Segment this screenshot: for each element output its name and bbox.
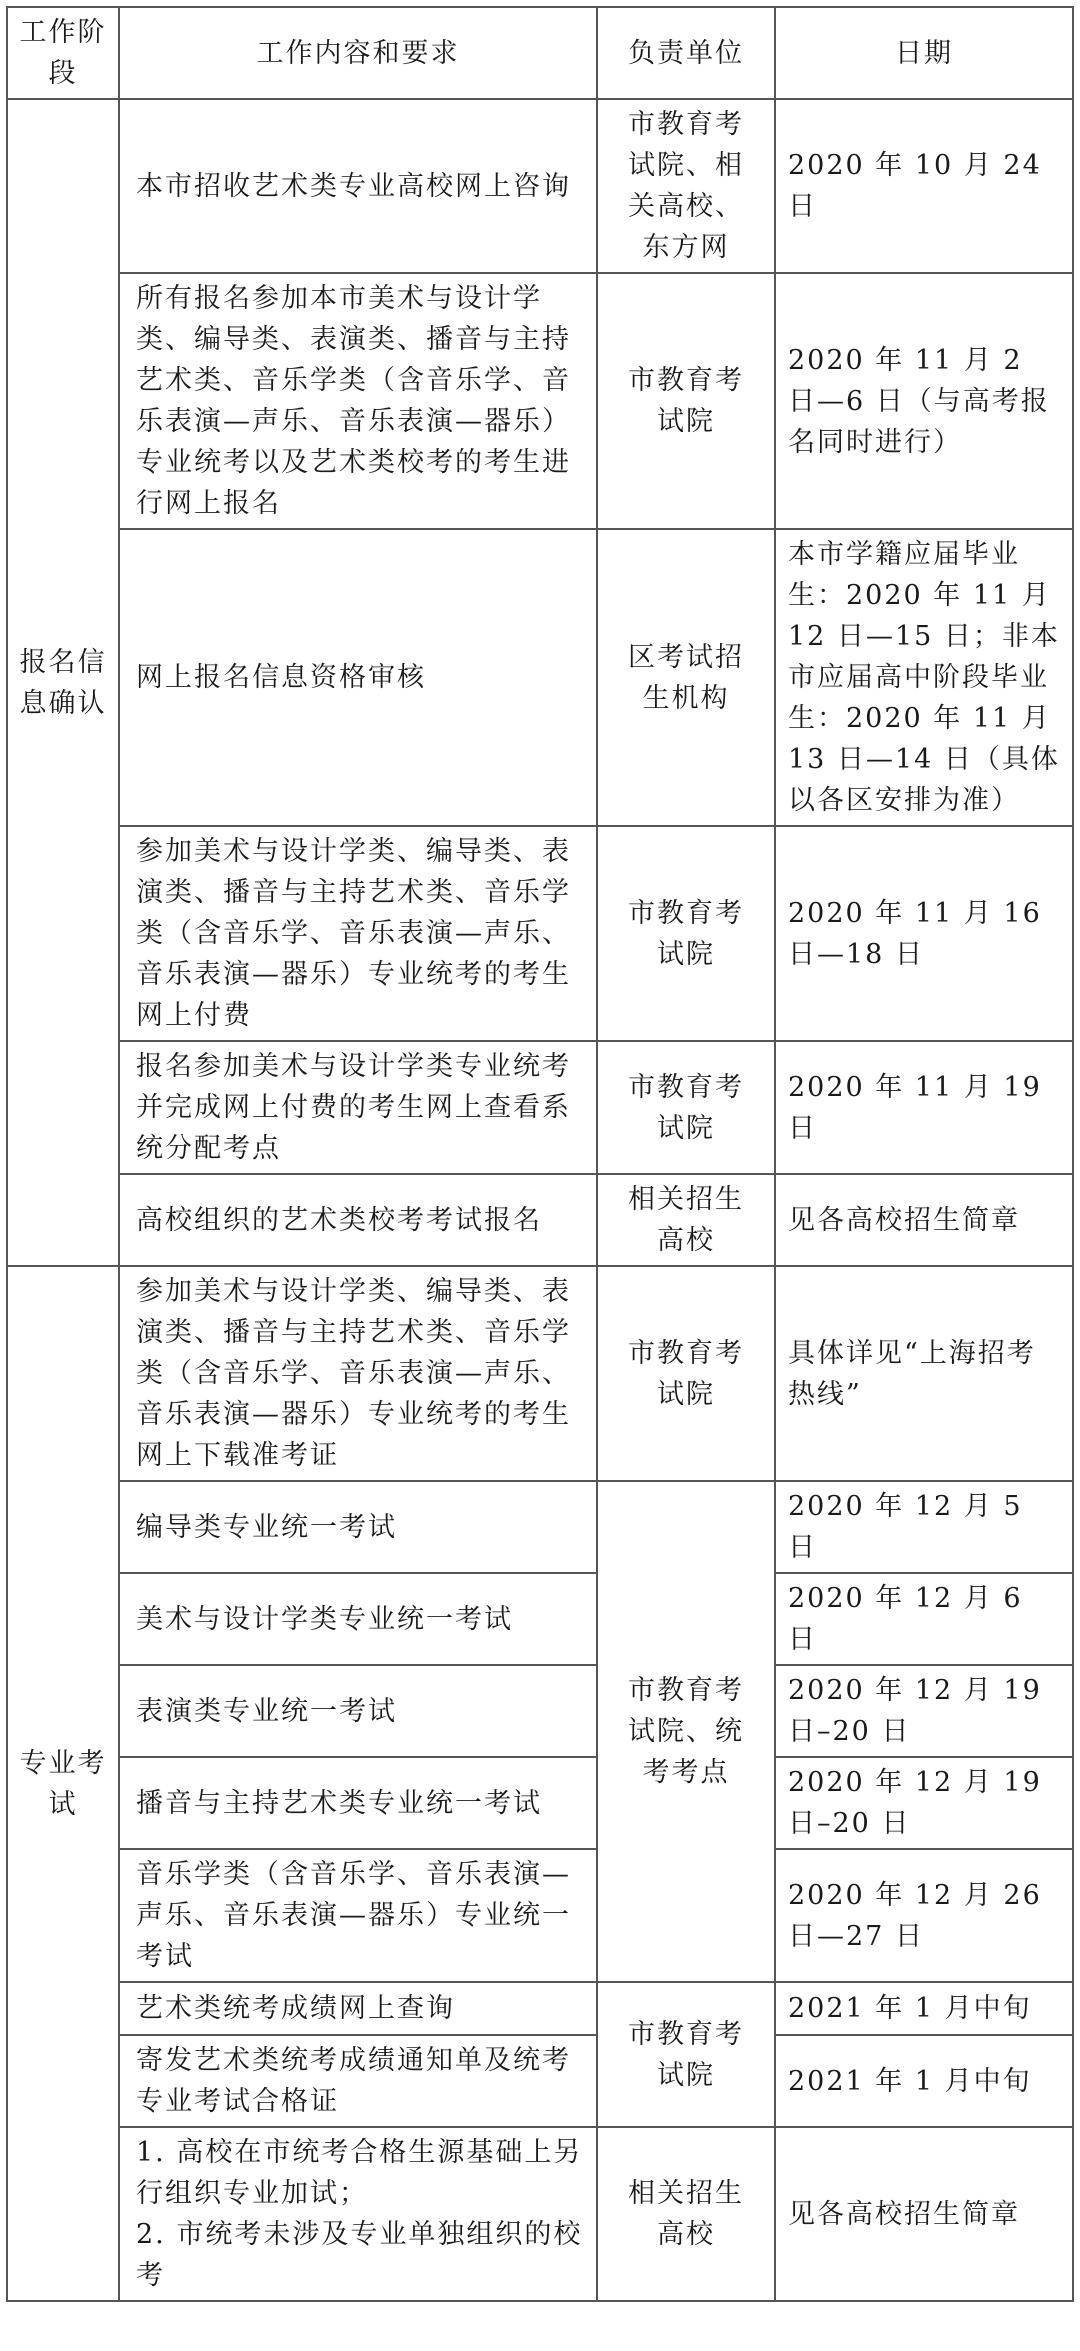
table-header-row — [7, 7, 1073, 99]
table-row — [7, 1266, 1073, 1481]
date-cell: 2020 年 11 月 2 日—6 日（与高考报名同时进行） — [775, 273, 1073, 529]
date-cell: 2020 年 12 月 5 日 — [775, 1481, 1073, 1573]
table-row — [7, 1041, 1073, 1174]
unit-cell: 相关招生高校 — [597, 2127, 775, 2301]
unit-cell: 市教育考试院 — [597, 273, 775, 529]
header-content: 工作内容和要求 — [119, 7, 597, 99]
date-cell: 2020 年 11 月 19 日 — [775, 1041, 1073, 1174]
unit-cell: 市教育考试院 — [597, 826, 775, 1041]
content-cell: 网上报名信息资格审核 — [119, 529, 597, 826]
unit-cell: 区考试招生机构 — [597, 529, 775, 826]
table-row — [7, 273, 1073, 529]
table-row — [7, 1757, 1073, 1849]
date-cell: 2020 年 12 月 19 日–20 日 — [775, 1757, 1073, 1849]
date-cell: 见各高校招生简章 — [775, 2127, 1073, 2301]
date-cell: 2020 年 12 月 6 日 — [775, 1573, 1073, 1665]
content-cell: 参加美术与设计学类、编导类、表演类、播音与主持艺术类、音乐学类（含音乐学、音乐表演—声乐、音乐表演—器乐）专业统考的考生网上下载准考证 — [119, 1266, 597, 1481]
table-row — [7, 1982, 1073, 2035]
content-cell: 1. 高校在市统考合格生源基础上另行组织专业加试； 2. 市统考未涉及专业单独组织的校考 — [119, 2127, 597, 2301]
content-cell: 本市招收艺术类专业高校网上咨询 — [119, 99, 597, 273]
date-cell: 2021 年 1 月中旬 — [775, 2035, 1073, 2127]
content-cell: 美术与设计学类专业统一考试 — [119, 1573, 597, 1665]
header-stage: 工作阶段 — [7, 7, 119, 99]
table-row — [7, 99, 1073, 273]
date-cell: 本市学籍应届毕业生：2020 年 11 月 12 日—15 日；非本市应届高中阶段毕业生：2020 年 11 月 13 日—14 日（具体以各区安排为准） — [775, 529, 1073, 826]
table-row — [7, 2035, 1073, 2127]
date-cell: 2020 年 11 月 16 日—18 日 — [775, 826, 1073, 1041]
table-row — [7, 529, 1073, 826]
content-cell: 表演类专业统一考试 — [119, 1665, 597, 1757]
unit-cell: 市教育考试院、统考考点 — [597, 1481, 775, 1982]
unit-cell: 相关招生高校 — [597, 1174, 775, 1266]
content-cell: 所有报名参加本市美术与设计学类、编导类、表演类、播音与主持艺术类、音乐学类（含音乐学、音乐表演—声乐、音乐表演—器乐）专业统考以及艺术类校考的考生进行网上报名 — [119, 273, 597, 529]
schedule-table — [6, 6, 1074, 2302]
table-row — [7, 2127, 1073, 2301]
table-row — [7, 1481, 1073, 1573]
date-cell: 2020 年 10 月 24 日 — [775, 99, 1073, 273]
date-cell: 2020 年 12 月 19 日–20 日 — [775, 1665, 1073, 1757]
content-cell: 编导类专业统一考试 — [119, 1481, 597, 1573]
unit-cell: 市教育考试院 — [597, 1982, 775, 2127]
table-row — [7, 1665, 1073, 1757]
unit-cell: 市教育考试院 — [597, 1041, 775, 1174]
date-cell: 2020 年 12 月 26 日—27 日 — [775, 1849, 1073, 1982]
unit-cell: 市教育考试院、相关高校、东方网 — [597, 99, 775, 273]
stage-cell-exam: 专业考试 — [7, 1266, 119, 2301]
table-row — [7, 1174, 1073, 1266]
date-cell: 具体详见“上海招考热线” — [775, 1266, 1073, 1481]
table-row — [7, 826, 1073, 1041]
stage-cell-registration: 报名信息确认 — [7, 99, 119, 1266]
content-cell: 寄发艺术类统考成绩通知单及统考专业考试合格证 — [119, 2035, 597, 2127]
date-cell: 见各高校招生简章 — [775, 1174, 1073, 1266]
content-cell: 参加美术与设计学类、编导类、表演类、播音与主持艺术类、音乐学类（含音乐学、音乐表演—声乐、音乐表演—器乐）专业统考的考生网上付费 — [119, 826, 597, 1041]
content-cell: 艺术类统考成绩网上查询 — [119, 1982, 597, 2035]
content-cell: 高校组织的艺术类校考考试报名 — [119, 1174, 597, 1266]
header-unit: 负责单位 — [597, 7, 775, 99]
header-date: 日期 — [775, 7, 1073, 99]
unit-cell: 市教育考试院 — [597, 1266, 775, 1481]
content-cell: 报名参加美术与设计学类专业统考并完成网上付费的考生网上查看系统分配考点 — [119, 1041, 597, 1174]
table-row — [7, 1849, 1073, 1982]
content-cell: 音乐学类（含音乐学、音乐表演—声乐、音乐表演—器乐）专业统一考试 — [119, 1849, 597, 1982]
content-cell: 播音与主持艺术类专业统一考试 — [119, 1757, 597, 1849]
date-cell: 2021 年 1 月中旬 — [775, 1982, 1073, 2035]
table-row — [7, 1573, 1073, 1665]
